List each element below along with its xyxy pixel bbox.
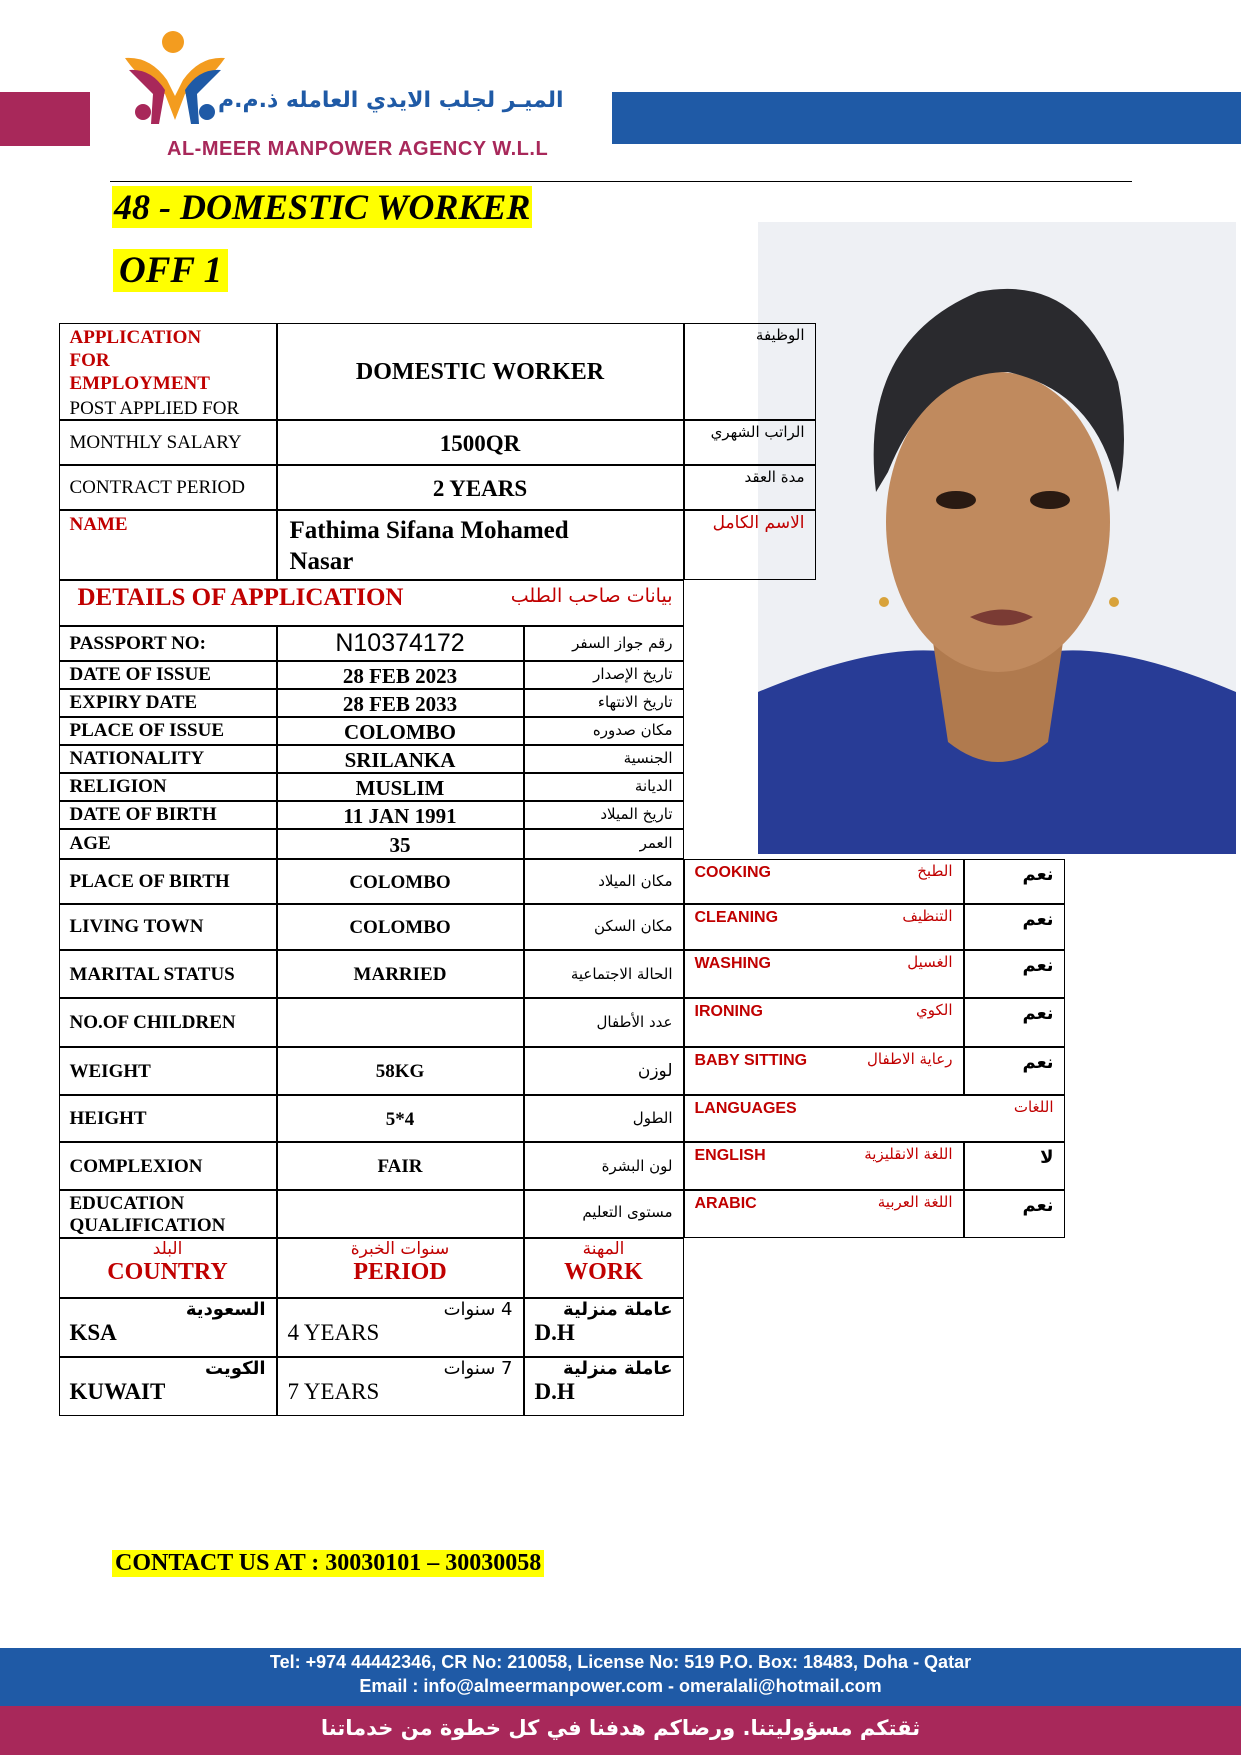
post-label-line2: FOR — [69, 349, 110, 371]
skill-cleaning-answer: نعم — [964, 904, 1065, 950]
exp-header-period — [277, 1238, 524, 1298]
expiry-value: 28 FEB 2033 — [277, 689, 524, 717]
passport-arabic: رقم جواز السفر — [524, 626, 684, 661]
agency-name-english: AL-MEER MANPOWER AGENCY W.L.L — [167, 138, 549, 160]
exp-row-1-country-en: KSA — [69, 1319, 117, 1345]
details-header — [59, 580, 684, 626]
pob-label: PLACE OF BIRTH — [59, 859, 277, 904]
issue-value: 28 FEB 2023 — [277, 661, 524, 689]
language-arabic-ar: اللغة العربية — [877, 1192, 953, 1211]
exp-row-2-period — [277, 1357, 524, 1416]
salary-value: 1500QR — [277, 420, 684, 465]
exp-row-2-period-ar: 7 سنوات — [443, 1357, 513, 1379]
education-label-cell — [59, 1190, 277, 1238]
exp-row-2-work-ar: عاملة منزلية — [563, 1357, 673, 1379]
exp-row-2-country — [59, 1357, 277, 1416]
skill-washing-en: WASHING — [694, 954, 771, 972]
skill-row-cooking — [684, 859, 964, 904]
name-label: NAME — [59, 510, 277, 580]
marital-arabic: الحالة الاجتماعية — [524, 950, 684, 998]
skill-ironing-answer: نعم — [964, 998, 1065, 1047]
age-value: 35 — [277, 829, 524, 859]
details-header-en: DETAILS OF APPLICATION — [77, 583, 404, 611]
height-arabic: الطول — [524, 1095, 684, 1142]
height-value: 5*4 — [277, 1095, 524, 1142]
page-title: 48 - DOMESTIC WORKER — [114, 187, 531, 227]
applicant-portrait-icon — [758, 222, 1236, 854]
footer-slogan-bar — [0, 1706, 1241, 1755]
passport-value: N10374172 — [277, 626, 524, 661]
place-issue-arabic: مكان صدوره — [524, 717, 684, 745]
contract-label: CONTRACT PERIOD — [59, 465, 277, 510]
details-header-ar: بيانات صاحب الطلب — [510, 584, 673, 607]
children-value — [277, 998, 524, 1047]
contract-arabic: مدة العقد — [684, 465, 816, 510]
language-english-ar: اللغة الانقليزية — [864, 1144, 953, 1163]
expiry-label: EXPIRY DATE — [59, 689, 277, 717]
children-arabic: عدد الأطفال — [524, 998, 684, 1047]
marital-label: MARITAL STATUS — [59, 950, 277, 998]
contract-value: 2 YEARS — [277, 465, 684, 510]
contact-line: CONTACT US AT : 30030101 – 30030058 — [112, 1550, 544, 1577]
exp-row-1-period — [277, 1298, 524, 1357]
skill-washing-ar: الغسيل — [907, 952, 953, 971]
living-label: LIVING TOWN — [59, 904, 277, 950]
footer-info — [0, 1648, 1241, 1706]
exp-row-1-work-en: D.H — [534, 1319, 575, 1345]
height-label: HEIGHT — [59, 1095, 277, 1142]
education-label-line2: QUALIFICATION — [69, 1214, 226, 1236]
header-divider — [110, 181, 1132, 182]
header-bar-left — [0, 92, 90, 146]
salary-arabic: الراتب الشهري — [684, 420, 816, 465]
skill-row-ironing — [684, 998, 964, 1047]
footer-line2: Email : info@almeermanpower.com - omeralali@hotmail.com — [359, 1676, 882, 1696]
name-arabic: الاسم الكامل — [684, 510, 816, 580]
exp-header-work-en: WORK — [564, 1258, 643, 1285]
place-issue-label: PLACE OF ISSUE — [59, 717, 277, 745]
language-english-answer: لا — [964, 1142, 1065, 1190]
languages-header — [684, 1095, 1065, 1142]
languages-header-en: LANGUAGES — [694, 1099, 797, 1117]
age-arabic: العمر — [524, 829, 684, 859]
skill-babysitting-en: BABY SITTING — [694, 1051, 808, 1069]
marital-value: MARRIED — [277, 950, 524, 998]
living-value: COLOMBO — [277, 904, 524, 950]
passport-label: PASSPORT NO: — [59, 626, 277, 661]
weight-value: 58KG — [277, 1047, 524, 1095]
dob-label: DATE OF BIRTH — [59, 801, 277, 829]
exp-row-2-work — [524, 1357, 684, 1416]
pob-value: COLOMBO — [277, 859, 524, 904]
skill-row-cleaning — [684, 904, 964, 950]
language-row-arabic — [684, 1190, 964, 1238]
exp-header-country-ar: البلد — [152, 1238, 183, 1259]
header-bar-right — [612, 92, 1241, 144]
skill-ironing-ar: الكوي — [915, 1000, 953, 1019]
religion-arabic: الديانة — [524, 773, 684, 801]
exp-row-1-work-ar: عاملة منزلية — [563, 1298, 673, 1320]
post-arabic: الوظيفة — [684, 323, 816, 420]
religion-value: MUSLIM — [277, 773, 524, 801]
language-arabic-answer: نعم — [964, 1190, 1065, 1238]
issue-label: DATE OF ISSUE — [59, 661, 277, 689]
living-arabic: مكان السكن — [524, 904, 684, 950]
exp-row-2-country-en: KUWAIT — [69, 1378, 166, 1404]
agency-logo-icon — [115, 28, 235, 134]
exp-row-2-country-ar: الكويت — [205, 1357, 266, 1379]
language-english-en: ENGLISH — [694, 1146, 766, 1164]
page-subtitle: OFF 1 — [113, 249, 228, 292]
languages-header-ar: اللغات — [1013, 1097, 1054, 1116]
name-value-cell — [277, 510, 684, 580]
complexion-value: FAIR — [277, 1142, 524, 1190]
language-row-english — [684, 1142, 964, 1190]
language-arabic-en: ARABIC — [694, 1194, 757, 1212]
skill-row-washing — [684, 950, 964, 998]
name-value-line2: Nasar — [289, 547, 354, 575]
exp-header-work-ar: المهنة — [582, 1238, 625, 1259]
exp-row-2-period-en: 7 YEARS — [287, 1378, 380, 1404]
skill-cooking-answer: نعم — [964, 859, 1065, 904]
footer-slogan: ثقتكم مسؤوليتنا. ورضاكم هدفنا في كل خطوة من خدماتنا — [320, 1716, 921, 1740]
children-label: NO.OF CHILDREN — [59, 998, 277, 1047]
skill-cleaning-ar: التنظيف — [902, 906, 953, 925]
place-issue-value: COLOMBO — [277, 717, 524, 745]
skill-cooking-en: COOKING — [694, 863, 771, 881]
exp-row-1-period-en: 4 YEARS — [287, 1319, 380, 1345]
dob-value: 11 JAN 1991 — [277, 801, 524, 829]
exp-header-period-ar: سنوات الخبرة — [350, 1238, 450, 1259]
skill-cooking-ar: الطبخ — [917, 861, 953, 880]
footer-line1: Tel: +974 44442346, CR No: 210058, License No: 519 P.O. Box: 18483, Doha - Qatar — [269, 1652, 972, 1672]
religion-label: RELIGION — [59, 773, 277, 801]
skill-babysitting-answer: نعم — [964, 1047, 1065, 1095]
exp-header-country — [59, 1238, 277, 1298]
exp-row-2-work-en: D.H — [534, 1378, 575, 1404]
exp-row-1-country — [59, 1298, 277, 1357]
post-value: DOMESTIC WORKER — [277, 323, 684, 420]
weight-arabic: لوزن — [524, 1047, 684, 1095]
nationality-label: NATIONALITY — [59, 745, 277, 773]
exp-row-1-period-ar: 4 سنوات — [443, 1298, 513, 1320]
complexion-arabic: لون البشرة — [524, 1142, 684, 1190]
applicant-photo — [758, 222, 1236, 854]
exp-header-country-en: COUNTRY — [107, 1258, 228, 1285]
name-value-line1: Fathima Sifana Mohamed — [289, 516, 569, 544]
education-label-line1: EDUCATION — [69, 1192, 185, 1214]
salary-label: MONTHLY SALARY — [59, 420, 277, 465]
exp-header-work — [524, 1238, 684, 1298]
issue-arabic: تاريخ الإصدار — [524, 661, 684, 689]
education-arabic: مستوى التعليم — [524, 1190, 684, 1238]
skill-cleaning-en: CLEANING — [694, 908, 779, 926]
post-label-line1: APPLICATION — [69, 326, 202, 348]
exp-row-1-country-ar: السعودية — [185, 1298, 266, 1320]
exp-header-period-en: PERIOD — [353, 1258, 447, 1285]
weight-label: WEIGHT — [59, 1047, 277, 1095]
education-value — [277, 1190, 524, 1238]
nationality-value: SRILANKA — [277, 745, 524, 773]
exp-row-1-work — [524, 1298, 684, 1357]
expiry-arabic: تاريخ الانتهاء — [524, 689, 684, 717]
nationality-arabic: الجنسية — [524, 745, 684, 773]
dob-arabic: تاريخ الميلاد — [524, 801, 684, 829]
skill-babysitting-ar: رعاية الاطفال — [867, 1049, 953, 1068]
agency-name-arabic: الميـر لجلب الايدي العامله ذ.م.م — [218, 88, 564, 113]
skill-ironing-en: IRONING — [694, 1002, 763, 1020]
post-label-cell — [59, 323, 277, 420]
post-applied-label: POST APPLIED FOR — [69, 397, 240, 419]
skill-row-babysitting — [684, 1047, 964, 1095]
pob-arabic: مكان الميلاد — [524, 859, 684, 904]
complexion-label: COMPLEXION — [59, 1142, 277, 1190]
age-label: AGE — [59, 829, 277, 859]
skill-washing-answer: نعم — [964, 950, 1065, 998]
post-label-line3: EMPLOYMENT — [69, 372, 210, 394]
